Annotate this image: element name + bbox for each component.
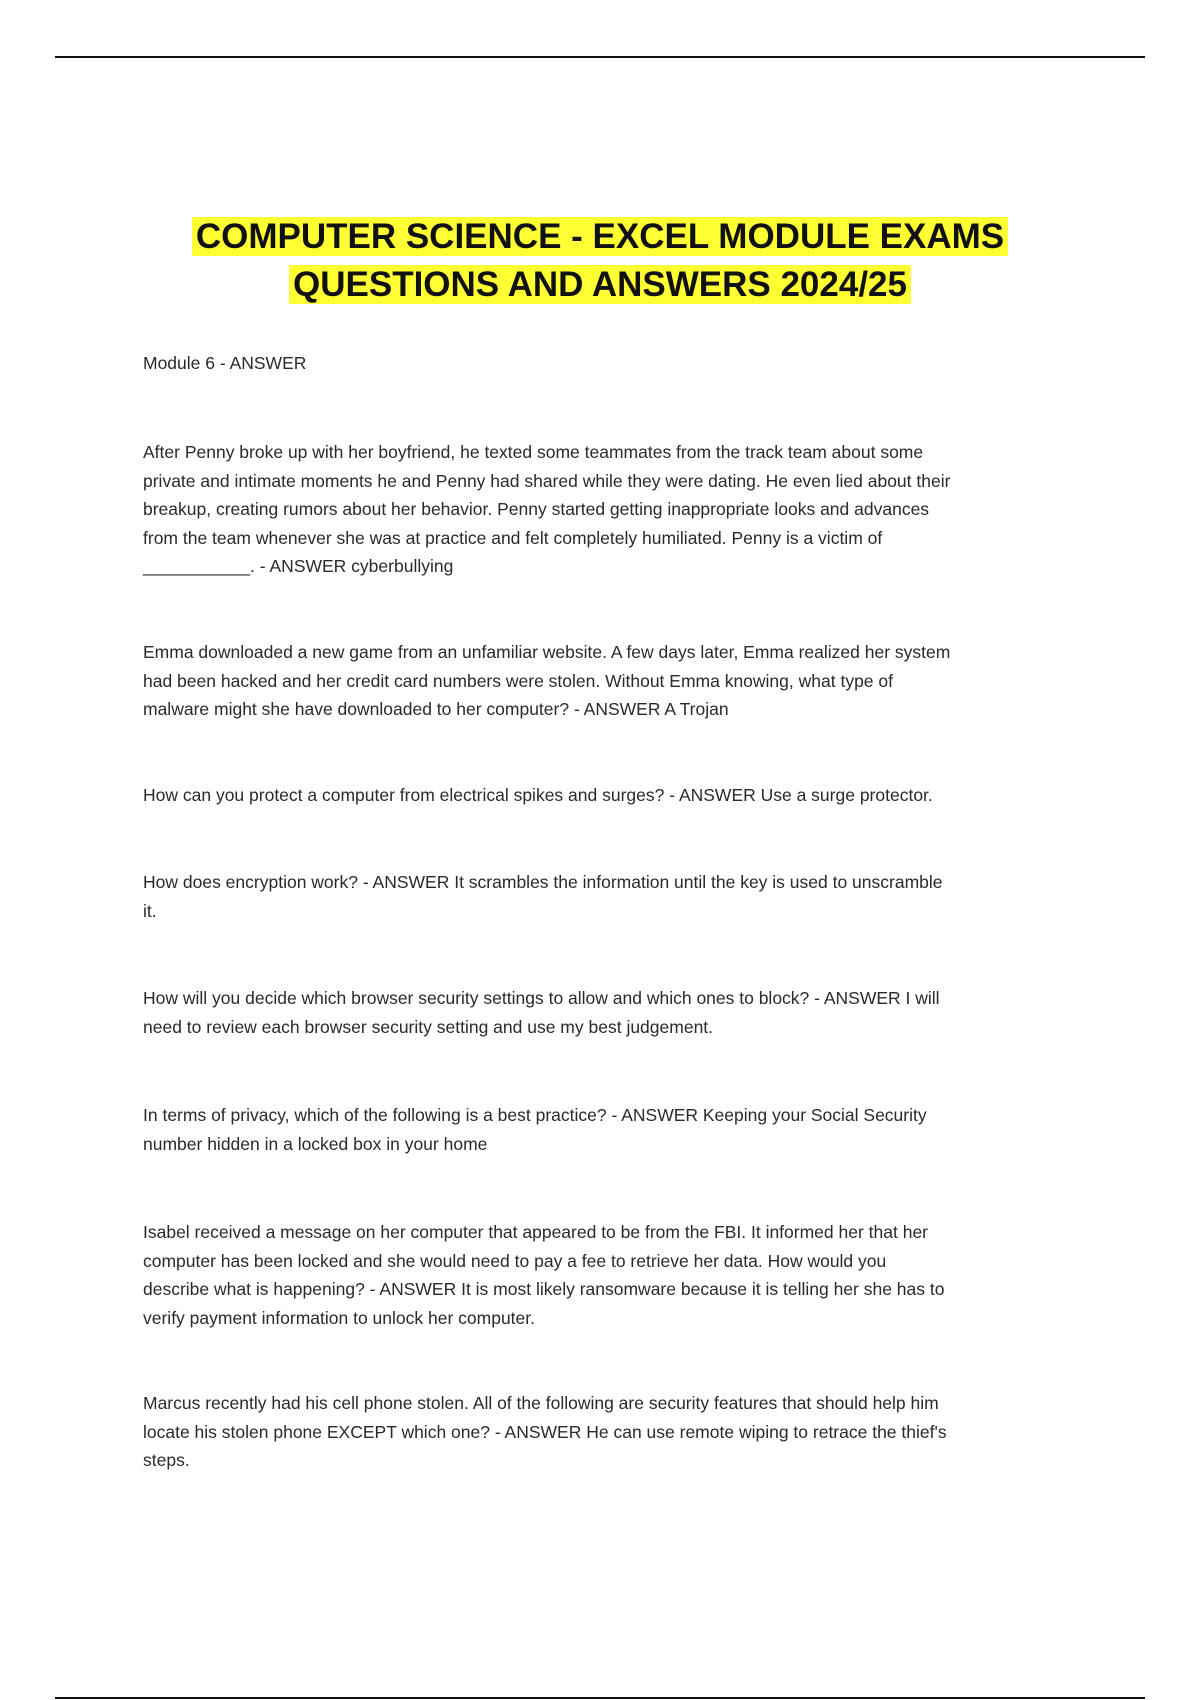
qa-line: ___________. - ANSWER cyberbullying [143,556,454,576]
qa-item [143,1389,1083,1475]
qa-line: Emma downloaded a new game from an unfamiliar website. A few days later, Emma realized her system [143,642,951,662]
qa-line: How does encryption work? - ANSWER It scrambles the information until the key is used to unscramble [143,872,943,892]
qa-line: Isabel received a message on her computer that appeared to be from the FBI. It informed her that her [143,1222,929,1242]
top-rule [55,56,1145,58]
qa-line: How will you decide which browser security settings to allow and which ones to block? - ANSWER I will [143,988,940,1008]
qa-line: from the team whenever she was at practice and felt completely humiliated. Penny is a victim of [143,527,883,548]
title-line-1: COMPUTER SCIENCE - EXCEL MODULE EXAMS [192,217,1008,256]
qa-item [143,1218,1083,1332]
qa-line: need to review each browser security setting and use my best judgement. [143,1016,714,1037]
qa-line: it. [143,900,157,921]
document-title [0,213,1200,309]
qa-item [143,438,1083,581]
qa-line: In terms of privacy, which of the following is a best practice? - ANSWER Keeping your Social Security [143,1105,927,1125]
qa-line: How can you protect a computer from electrical spikes and surges? - ANSWER Use a surge protector. [143,785,933,805]
qa-line: malware might she have downloaded to her computer? - ANSWER A Trojan [143,699,729,719]
title-line-2: QUESTIONS AND ANSWERS 2024/25 [289,265,911,304]
qa-line: number hidden in a locked box in your home [143,1133,488,1154]
qa-line: had been hacked and her credit card numbers were stolen. Without Emma knowing, what type of [143,670,893,691]
qa-item [143,984,1083,1041]
qa-line: computer has been locked and she would need to pay a fee to retrieve her data. How would you [143,1250,887,1271]
qa-line: breakup, creating rumors about her behavior. Penny started getting inappropriate looks and advances [143,499,930,519]
qa-line: After Penny broke up with her boyfriend, he texted some teammates from the track team about some [143,442,924,462]
module-heading: Module 6 - ANSWER [143,353,307,373]
qa-line: steps. [143,1450,190,1470]
qa-line: private and intimate moments he and Penny had shared while they were dating. He even lied about their [143,470,951,491]
qa-line: describe what is happening? - ANSWER It is most likely ransomware because it is telling her she has to [143,1279,945,1299]
qa-item [143,868,1083,925]
qa-item [143,1101,1083,1158]
bottom-rule [55,1697,1145,1699]
qa-item [143,781,1083,810]
qa-line: locate his stolen phone EXCEPT which one? - ANSWER He can use remote wiping to retrace the thief's [143,1421,947,1442]
qa-line: Marcus recently had his cell phone stolen. All of the following are security features that should help him [143,1393,939,1413]
qa-line: verify payment information to unlock her computer. [143,1307,535,1328]
qa-item [143,638,1083,724]
